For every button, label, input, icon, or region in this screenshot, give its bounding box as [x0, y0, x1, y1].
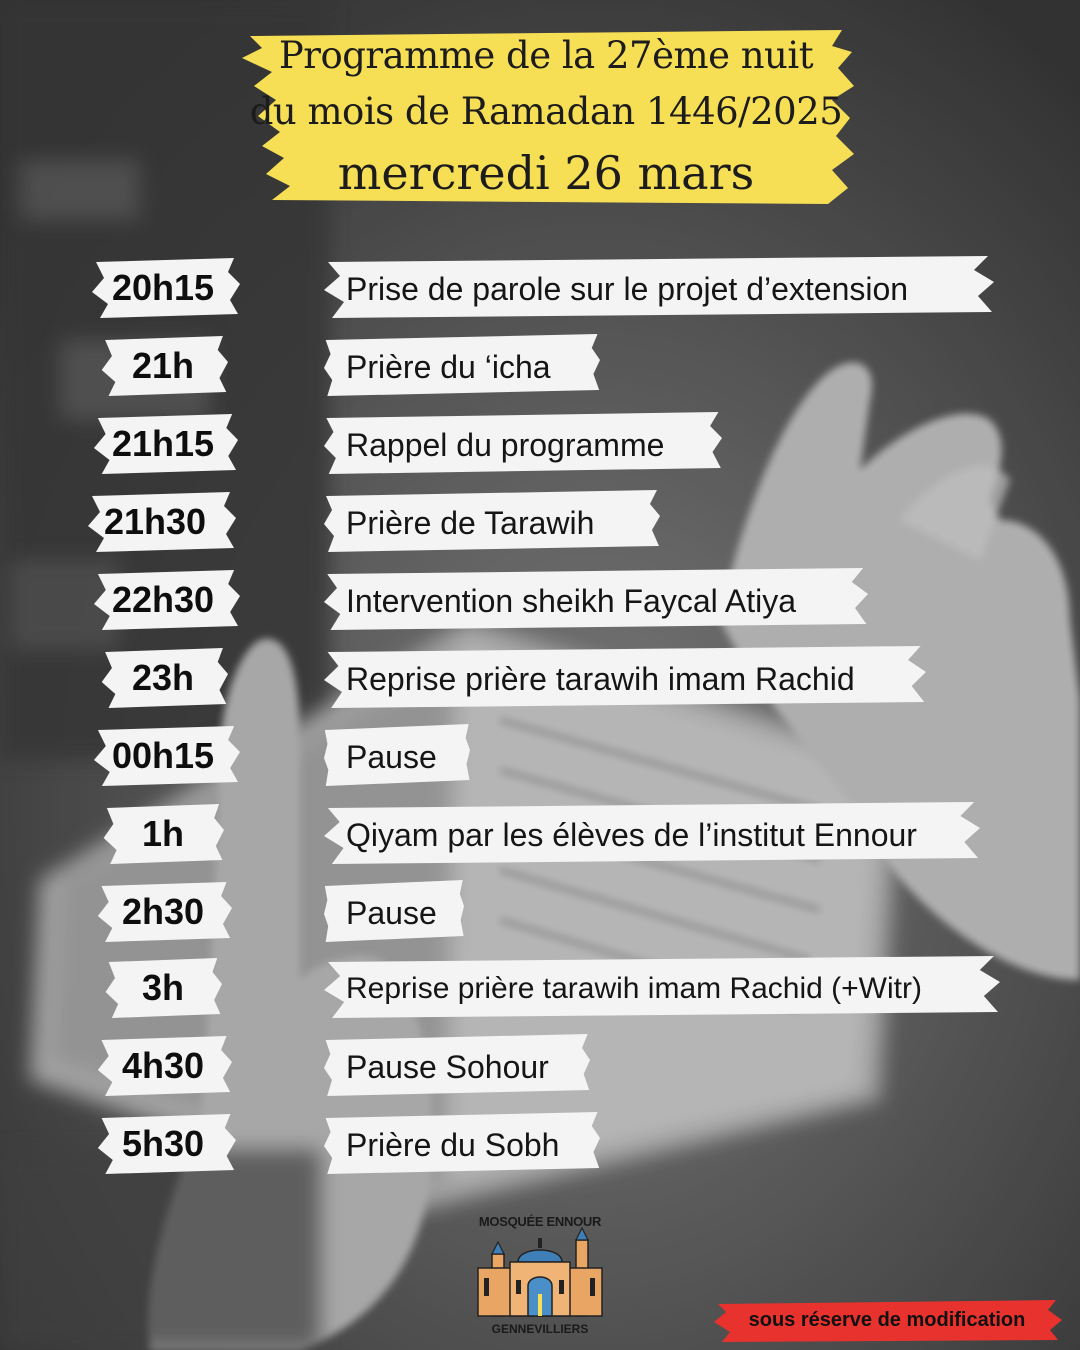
disclaimer-text: sous réserve de modification [748, 1309, 1026, 1331]
title-line-1: Programme de la 27ème nuit [278, 34, 814, 77]
schedule-row [0, 724, 1080, 788]
schedule-row [0, 1112, 1080, 1176]
time-label: 21h30 [103, 501, 207, 542]
time-label: 3h [141, 967, 184, 1008]
event-label: Reprise prière tarawih imam Rachid [346, 661, 855, 697]
event-label: Pause Sohour [346, 1049, 549, 1085]
schedule-row [0, 1034, 1080, 1098]
event-label: Qiyam par les élèves de l’institut Ennour [346, 817, 917, 853]
time-label: 1h [141, 813, 184, 854]
event-label: Prière du ‘icha [346, 349, 551, 385]
event-label: Prière de Tarawih [346, 505, 595, 541]
schedule-row [0, 256, 1080, 320]
schedule-row [0, 412, 1080, 476]
time-label: 4h30 [121, 1045, 205, 1086]
event-label: Prière du Sobh [346, 1127, 560, 1163]
logo-name: MOSQUÉE ENNOUR [478, 1214, 602, 1229]
event-label: Reprise prière tarawih imam Rachid (+Witr) [346, 972, 922, 1005]
event-label: Pause [346, 739, 437, 775]
title-line-2: du mois de Ramadan 1446/2025 [249, 90, 843, 133]
event-label: Pause [346, 895, 437, 931]
schedule-row [0, 490, 1080, 554]
time-label: 21h15 [111, 423, 215, 464]
time-label: 5h30 [121, 1123, 205, 1164]
schedule-row [0, 802, 1080, 866]
time-label: 21h [131, 345, 195, 386]
event-label: Intervention sheikh Faycal Atiya [346, 583, 797, 619]
event-label: Rappel du programme [346, 427, 665, 463]
time-label: 20h15 [111, 267, 215, 308]
schedule-row [0, 880, 1080, 944]
event-label: Prise de parole sur le projet d’extension [346, 271, 909, 307]
schedule-row [0, 568, 1080, 632]
schedule-row [0, 334, 1080, 398]
time-label: 2h30 [121, 891, 205, 932]
schedule-row [0, 646, 1080, 710]
title-date: mercredi 26 mars [337, 146, 755, 200]
time-label: 23h [131, 657, 195, 698]
schedule-row [0, 956, 1080, 1020]
time-label: 22h30 [111, 579, 215, 620]
time-label: 00h15 [111, 735, 215, 776]
logo-city: GENNEVILLIERS [491, 1322, 589, 1336]
title-block [232, 28, 860, 204]
